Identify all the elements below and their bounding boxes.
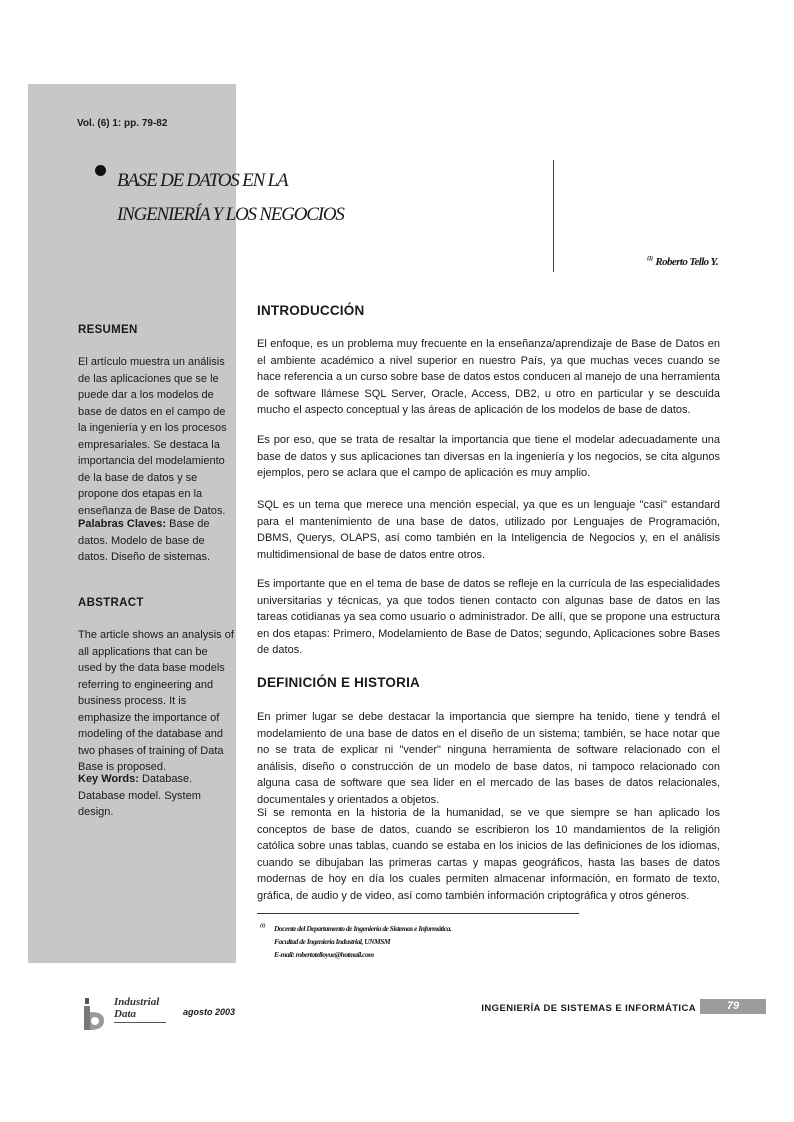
logo-text-data: Data xyxy=(114,1008,136,1020)
footnote xyxy=(260,922,451,961)
footnote-line-2: Facultad de Ingeniería Industrial, UNMSM xyxy=(274,937,391,946)
resumen-text: El artículo muestra un análisis de las aplicaciones que se le puede dar a los modelos de base de datos en el campo de la ingeniería y en los procesos empresariales. Se destaca la importancia del modelamiento de la base de datos y se propone dos etapas en la enseñanza de Base de Datos. xyxy=(78,356,227,517)
logo-rule xyxy=(114,1022,166,1023)
industrial-data-logo xyxy=(82,996,172,1034)
section-name: INGENIERÍA DE SISTEMAS E INFORMÁTICA xyxy=(481,1003,696,1014)
intro-paragraph-3: SQL es un tema que merece una mención especial, ya que es un lenguaje "casi" estandard para el mantenimiento de una base de datos, utilizado por Lenguajes de Programación, DBMS, Querys, OLAPS, así como también en la Inteligencia de Negocios y, en el análisis multidimensional de base de datos entre otros. xyxy=(257,499,720,561)
page-number-box xyxy=(700,999,766,1014)
footnote-line-3: E-mail: robertotelloyue@hotmail.com xyxy=(274,950,374,959)
keywords-en-label: Key Words: xyxy=(78,773,139,785)
logo-text-industrial: Industrial xyxy=(114,996,160,1008)
author-name: Roberto Tello Y. xyxy=(655,256,718,268)
intro-paragraph-2: Es por eso, que se trata de resaltar la importancia que tiene el modelar adecuadamente una base de datos y sus aplicaciones tan diversas en la ingeniería y los negocios, se cita algunos ejemplos, pero se aclara que el campo de aplicación es muy amplio. xyxy=(257,434,720,479)
abstract-heading: ABSTRACT xyxy=(78,597,144,609)
definition-paragraph-1: En primer lugar se debe destacar la importancia que siempre ha tenido, tiene y tendrá el modelamiento de una base de datos en el diseño de un sistema; también, se hace notar que no se trata de explicar ni "vender" ninguna herramienta de software relacionado con el análisis, diseño o construcción de un modelo de base datos, ni tampoco relacionado con alguna casa de software que sea lider en el mercado de las bases de datos relacionales, documentales y orientados a objetos. xyxy=(257,711,720,806)
logo-d-icon xyxy=(82,998,104,1030)
footnote-line-1: Docente del Departamento de Ingeniería de Sistemas e Informática. xyxy=(274,924,452,933)
page-number: 79 xyxy=(726,1000,740,1012)
definition-paragraph-2: Si se remonta en la historia de la humanidad, se ve que siempre se han aplicado los conceptos de base de datos, cuando se escribieron los 10 mandamientos de la religión católica sobre unas tablas, cuando se estaba en los inicios de las definiciones de los idiomas, cuando se dibujaban las primeras cartas y mapas geográficos, hasta las bases de datos modernas de hoy en día los cuales permiten almacenar información, en formato de texto, gráfica, de audio y de video, así como también información criptográfica y otros géneros. xyxy=(257,807,720,902)
resumen-heading: RESUMEN xyxy=(78,324,138,336)
keywords-block xyxy=(78,516,234,566)
title-bullet-icon xyxy=(95,165,106,176)
footnote-mark: (1) xyxy=(260,923,265,929)
issue-date: agosto 2003 xyxy=(183,1007,236,1017)
intro-paragraph-1: El enfoque, es un problema muy frecuente en la enseñanza/aprendizaje de Base de Datos en el ambiente académico a nivel superior en nuestro País, ya que muchas veces cuando se hace referencia a un curso sobre base de datos estos conducen al manejo de una herramienta de software llámese SQL Server, Oracle, Access, DB2, u otro en particular y se descuida mucho el aspecto conceptual y las áreas de aplicación de los modelos de base de datos. xyxy=(257,338,720,416)
footnote-rule xyxy=(257,913,579,914)
keywords-text: Base de datos. Modelo de base de datos. Diseño de sistemas. xyxy=(78,518,211,563)
intro-heading: INTRODUCCIÓN xyxy=(257,303,365,318)
author-footnote-mark: (1) xyxy=(647,256,653,263)
article-title xyxy=(117,164,344,232)
title-line-2: INGENIERÍA Y LOS NEGOCIOS xyxy=(117,204,344,225)
intro-paragraph-4: Es importante que en el tema de base de datos se refleje en la currícula de las especialidades universitarias y técnicas, ya que todos tienen contacto con algunas base de datos en las tareas cotidianas ya sea como usuario o administrador. De allí, que se propone una estructura en dos etapas: Primero, Modelamiento de Base de Datos; segundo, Aplicaciones sobre Bases de datos. xyxy=(257,578,720,656)
header-divider xyxy=(553,160,554,272)
author xyxy=(647,256,718,268)
keywords-en-text: Database. Database model. System design. xyxy=(78,773,201,818)
volume-info: Vol. (6) 1: pp. 79-82 xyxy=(77,118,168,129)
definition-heading: DEFINICIÓN E HISTORIA xyxy=(257,675,420,690)
keywords-label: Palabras Claves: xyxy=(78,518,167,530)
abstract-text: The article shows an analysis of all applications that can be used by the data base models referring to engineering and business process. It is emphasize the importance of modeling of the database and two phases of training of Data Base is proposed. xyxy=(78,629,234,773)
title-line-1: BASE DE DATOS EN LA xyxy=(117,170,288,191)
keywords-en-block xyxy=(78,771,234,821)
